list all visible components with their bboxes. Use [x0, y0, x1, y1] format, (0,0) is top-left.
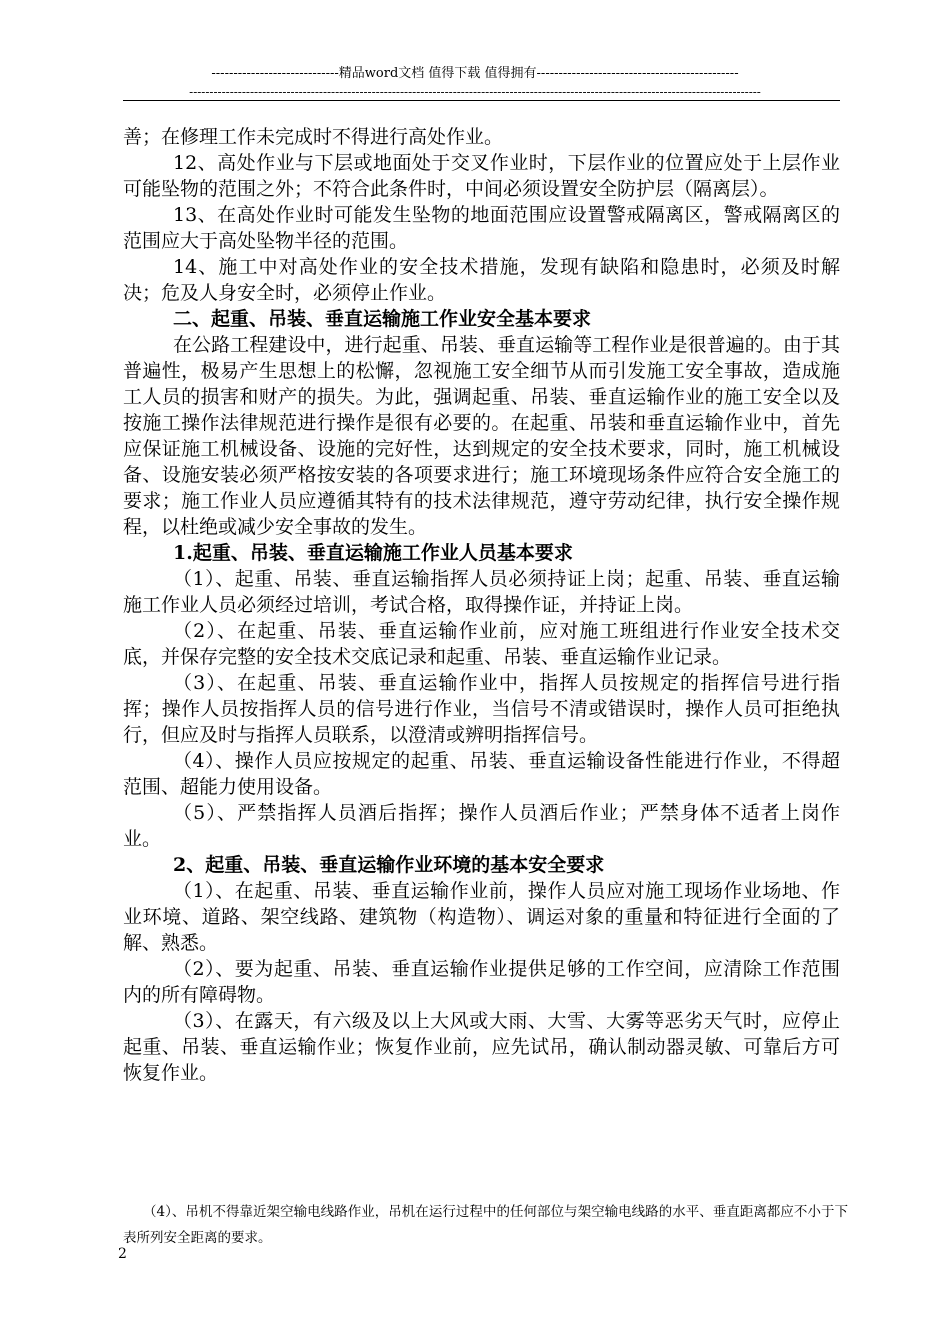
paragraph-continuation: 善；在修理工作未完成时不得进行高处作业。 [123, 126, 504, 148]
paragraph-2-2: （2）、要为起重、吊装、垂直运输作业提供足够的工作空间，应清除工作范围内的所有障碍物。 [123, 958, 840, 1006]
paragraph-1-5: （5）、严禁指挥人员酒后指挥；操作人员酒后作业；严禁身体不适者上岗作业。 [123, 802, 840, 850]
page-number: 2 [118, 1246, 127, 1262]
document-body [123, 124, 840, 1086]
header-dashes: --------------------------------------------------------------------------------------------------------------------------------------------- [189, 85, 761, 99]
paragraph-intro: 在公路工程建设中，进行起重、吊装、垂直运输等工程作业是很普遍的。由于其普遍性，极易产生思想上的松懈，忽视施工安全细节从而引发施工安全事故，造成施工人员的损害和财产的损失。为此，强调起重、吊装、垂直运输作业的施工安全以及按施工操作法律规范进行操作是很有必要的。在起重、吊装和垂直运输作业中，首先应保证施工机械设备、设施的完好性，达到规定的安全技术要求，同时，施工机械设备、设施安装必须严格按安装的各项要求进行；施工环境现场条件应符合安全施工的要求；施工作业人员应遵循其特有的技术法律规范，遵守劳动纪律，执行安全操作规程，以杜绝或减少安全事故的发生。 [123, 334, 840, 538]
paragraph-1-2: （2）、在起重、吊装、垂直运输作业前，应对施工班组进行作业安全技术交底，并保存完整的安全技术交底记录和起重、吊装、垂直运输作业记录。 [123, 620, 840, 668]
paragraph-item-13: 13、在高处作业时可能发生坠物的地面范围应设置警戒隔离区，警戒隔离区的范围应大于高处坠物半径的范围。 [123, 204, 840, 252]
small-paragraph-block [123, 1199, 848, 1251]
subsection-heading-1: 1.起重、吊装、垂直运输施工作业人员基本要求 [173, 542, 573, 564]
paragraph-1-1: （1）、起重、吊装、垂直运输指挥人员必须持证上岗；起重、吊装、垂直运输施工作业人员必须经过培训，考试合格，取得操作证，并持证上岗。 [123, 568, 840, 616]
paragraph-item-14: 14、施工中对高处作业的安全技术措施，发现有缺陷和隐患时，必须及时解决；危及人身安全时，必须停止作业。 [123, 256, 840, 304]
section-heading-2: 二、起重、吊装、垂直运输施工作业安全基本要求 [173, 308, 592, 330]
header-banner: -----------------------------精品word文档 值得下载 值得拥有---------------------------------------------- [211, 66, 739, 81]
header-rule [123, 100, 840, 101]
paragraph-2-1: （1）、在起重、吊装、垂直运输作业前，操作人员应对施工现场作业场地、作业环境、道路、架空线路、建筑物（构造物）、调运对象的重量和特征进行全面的了解、熟悉。 [123, 880, 840, 954]
paragraph-1-4: （4）、操作人员应按规定的起重、吊装、垂直运输设备性能进行作业，不得超范围、超能力使用设备。 [123, 750, 840, 798]
paragraph-1-3: （3）、在起重、吊装、垂直运输作业中，指挥人员按规定的指挥信号进行指挥；操作人员按指挥人员的信号进行作业，当信号不清或错误时，操作人员可拒绝执行，但应及时与指挥人员联系，以澄清或辨明指挥信号。 [123, 672, 840, 746]
paragraph-2-3: （3）、在露天，有六级及以上大风或大雨、大雪、大雾等恶劣天气时，应停止起重、吊装、垂直运输作业；恢复作业前，应先试吊，确认制动器灵敏、可靠后方可恢复作业。 [123, 1010, 840, 1084]
subsection-heading-2: 2、起重、吊装、垂直运输作业环境的基本安全要求 [173, 854, 605, 876]
paragraph-2-4: （4）、吊机不得靠近架空输电线路作业，吊机在运行过程中的任何部位与架空输电线路的水平、垂直距离都应不小于下表所列安全距离的要求。 [123, 1204, 848, 1246]
paragraph-item-12: 12、高处作业与下层或地面处于交叉作业时，下层作业的位置应处于上层作业可能坠物的范围之外；不符合此条件时，中间必须设置安全防护层（隔离层）。 [123, 152, 840, 200]
